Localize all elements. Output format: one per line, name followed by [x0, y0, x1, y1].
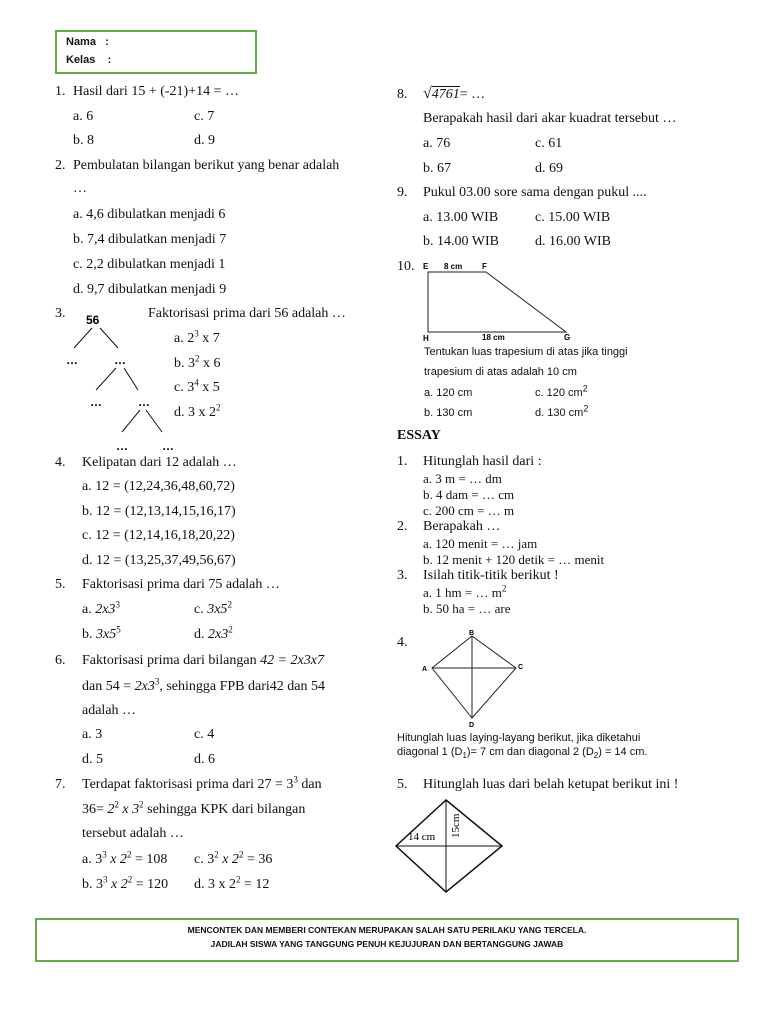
essay2-number: 2.: [397, 519, 408, 534]
q6-option-c: c. 4: [194, 727, 215, 742]
q2-text: Pembulatan bilangan berikut yang benar adalah: [73, 158, 340, 173]
q3-option-b: b. $3^2$ x 6: [174, 353, 221, 371]
q1-number: 1.: [55, 84, 66, 99]
essay5-text: Hitunglah luas dari belah ketupat berikut ini !: [423, 777, 679, 792]
essay1-number: 1.: [397, 454, 408, 469]
q9-option-a: a. 13.00 WIB: [423, 210, 499, 225]
essay1-text: Hitunglah hasil dari :: [423, 454, 542, 469]
vertex-g-label: G: [564, 333, 571, 342]
q1-option-c: c. 7: [194, 109, 215, 124]
tree-root: 56: [86, 313, 100, 327]
essay3-b: b. 50 ha = … are: [423, 601, 511, 616]
q10-line2: trapesium di atas adalah 10 cm: [424, 366, 577, 378]
q8-text: Berapakah hasil dari akar kuadrat tersebut …: [423, 111, 677, 126]
q2-option-c: c. 2,2 dibulatkan menjadi 1: [73, 257, 226, 272]
q8-option-a: a. 76: [423, 136, 451, 151]
essay2-text: Berapakah …: [423, 519, 501, 534]
q3-factor-tree: [62, 306, 192, 456]
q9-option-b: b. 14.00 WIB: [423, 234, 499, 249]
q5-option-c: c. $3x5^2$: [194, 599, 232, 617]
q9-option-d: d. 16.00 WIB: [535, 234, 611, 249]
tree-dots: …: [138, 395, 150, 409]
top-length-label: 8 cm: [444, 262, 463, 271]
q6-option-b: d. 5: [82, 752, 103, 767]
kite-shape: [432, 636, 516, 718]
q7-option-c: c. $3^2$ x $2^2 = 36$: [194, 849, 273, 867]
essay1-b: b. 4 dam = … cm: [423, 487, 515, 502]
vertex-h-label: H: [423, 334, 429, 342]
q7-option-a: a. $3^3$ x $2^2 = 108$: [82, 849, 168, 867]
footer-line2: JADILAH SISWA YANG TANGGUNG PENUH KEJUJURAN DAN BERTANGGUNG JAWAB: [210, 939, 564, 949]
q1-option-d: d. 9: [194, 133, 215, 148]
q7-line1: Terdapat faktorisasi prima dari $27 = 3^3$ dan: [82, 774, 322, 792]
q8-expression: √4761= …: [423, 85, 486, 102]
q4-option-a: a. 12 = (12,24,36,48,60,72): [82, 479, 235, 494]
q4-option-d: d. 12 = (13,25,37,49,56,67): [82, 553, 236, 568]
rhombus-figure: [390, 796, 510, 896]
trapezoid-shape: [428, 272, 566, 332]
tree-dots: …: [162, 439, 174, 453]
q6-line1: Faktorisasi prima dari bilangan 42 = 2x3x7: [82, 653, 324, 668]
q4-number: 4.: [55, 455, 66, 470]
essay-title: ESSAY: [397, 428, 441, 443]
q3-option-a: a. $2^3$ x 7: [174, 328, 220, 346]
q7-option-d: d. 3 x $2^2 = 12$: [194, 874, 270, 892]
q9-number: 9.: [397, 185, 408, 200]
q6-option-a: a. 3: [82, 727, 103, 742]
q8-option-d: d. 69: [535, 161, 563, 176]
q10-option-c: c. 120 $cm^2$: [535, 383, 588, 399]
q2-number: 2.: [55, 158, 66, 173]
q6-number: 6.: [55, 653, 66, 668]
tree-dots: …: [66, 353, 78, 367]
q10-option-d: d. 130 $cm^2$: [535, 403, 589, 419]
q1-option-a: a. 6: [73, 109, 94, 124]
horizontal-length-label: 14 cm: [408, 831, 436, 843]
essay4-line2: diagonal 1 $(D_1)= 7$ cm dan diagonal 2 $(D_2) = 14$ cm.: [397, 746, 648, 761]
essay2-b: b. 12 menit + 120 detik = … menit: [423, 552, 605, 567]
q4-option-c: c. 12 = (12,14,16,18,20,22): [82, 528, 235, 543]
essay1-c: c. 200 cm = … m: [423, 503, 515, 518]
kite-figure: [420, 628, 530, 730]
footer-line1: MENCONTEK DAN MEMBERI CONTEKAN MERUPAKAN SALAH SATU PERILAKU YANG TERCELA.: [187, 925, 587, 935]
trapezoid-figure: [420, 258, 580, 342]
vertex-d-label: D: [469, 722, 475, 729]
bottom-length-label: 18 cm: [482, 333, 505, 342]
vertex-b-label: B: [469, 630, 475, 637]
essay5-number: 5.: [397, 777, 408, 792]
kelas-label: Kelas :: [66, 54, 112, 66]
q2-option-d: d. 9,7 dibulatkan menjadi 9: [73, 282, 227, 297]
q5-text: Faktorisasi prima dari 75 adalah …: [82, 577, 280, 592]
q9-text: Pukul 03.00 sore sama dengan pukul ....: [423, 185, 647, 200]
q6-option-d: d. 6: [194, 752, 215, 767]
vertex-c-label: C: [518, 664, 524, 671]
q2-text-cont: …: [73, 181, 87, 196]
q10-option-a: a. 120 cm: [424, 387, 473, 399]
q2-option-b: b. 7,4 dibulatkan menjadi 7: [73, 232, 227, 247]
essay3-number: 3.: [397, 568, 408, 583]
q2-option-a: a. 4,6 dibulatkan menjadi 6: [73, 207, 226, 222]
q3-number: 3.: [55, 306, 66, 321]
vertical-length-label: 15cm: [450, 813, 462, 838]
essay4-line1: Hitunglah luas laying-layang berikut, jika diketahui: [397, 732, 641, 744]
q7-line3: tersebut adalah …: [82, 826, 184, 841]
essay2-a: a. 120 menit = … jam: [423, 536, 538, 551]
q9-option-c: c. 15.00 WIB: [535, 210, 611, 225]
vertex-f-label: F: [482, 262, 487, 271]
q7-line2: $36= 2^2$ x $3^2$ sehingga KPK dari bilangan: [82, 799, 306, 817]
q7-option-b: b. $3^3$ x $2^2 = 120$: [82, 874, 169, 892]
q5-option-d: d. $2x3^2$: [194, 624, 233, 642]
q10-number: 10.: [397, 259, 415, 274]
essay3-text: Isilah titik-titik berikut !: [423, 568, 559, 583]
q4-option-b: b. 12 = (12,13,14,15,16,17): [82, 504, 236, 519]
vertex-a-label: A: [422, 666, 428, 673]
tree-dots: …: [90, 395, 102, 409]
tree-dots: …: [116, 439, 128, 453]
q3-text: Faktorisasi prima dari 56 adalah …: [148, 306, 346, 321]
q10-option-b: b. 130 cm: [424, 407, 473, 419]
q5-option-a: a. $2x3^3$: [82, 599, 120, 617]
q6-line3: adalah …: [82, 703, 137, 718]
q8-number: 8.: [397, 87, 408, 102]
essay1-a: a. 3 m = … dm: [423, 471, 502, 486]
q3-option-c: c. $3^4$ x 5: [174, 377, 220, 395]
vertex-e-label: E: [423, 262, 429, 271]
q1-option-b: b. 8: [73, 133, 94, 148]
q3-option-d: d. 3 x $2^2$: [174, 402, 221, 420]
nama-label: Nama :: [66, 36, 109, 48]
q8-option-c: c. 61: [535, 136, 563, 151]
essay3-a: a. 1 hm = … $m^2$: [423, 583, 507, 600]
q8-option-b: b. 67: [423, 161, 451, 176]
q5-option-b: b. $3x5^5$: [82, 624, 121, 642]
tree-dots: …: [114, 353, 126, 367]
q4-text: Kelipatan dari 12 adalah …: [82, 455, 237, 470]
essay4-number: 4.: [397, 635, 408, 650]
q5-number: 5.: [55, 577, 66, 592]
q7-number: 7.: [55, 777, 66, 792]
q10-line1: Tentukan luas trapesium di atas jika tinggi: [424, 346, 628, 358]
q1-text: Hasil dari 15 + (-21)+14 = …: [73, 84, 239, 99]
q6-line2: dan $54 = 2x3^3$, sehingga FPB dari42 dan 54: [82, 676, 325, 694]
